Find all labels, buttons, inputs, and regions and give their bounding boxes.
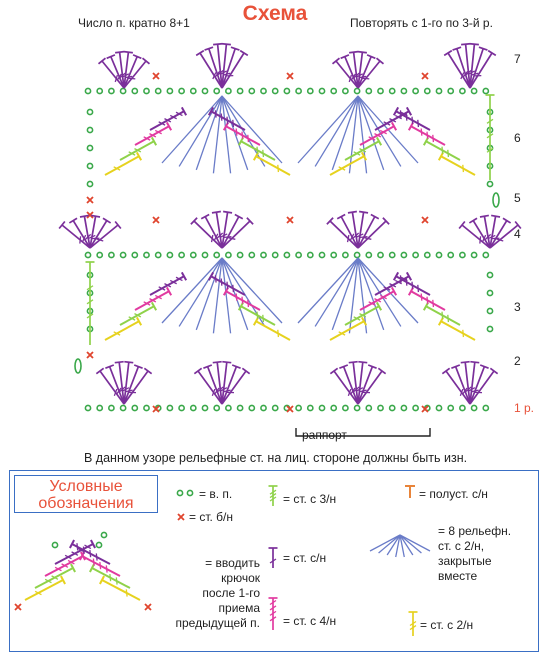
chain-stitch xyxy=(101,532,106,537)
dc-fan-top xyxy=(242,368,249,373)
legend-insert-stitch-bar xyxy=(100,562,101,569)
chain-stitch xyxy=(179,88,184,93)
legend-insert-stitch-bar xyxy=(126,589,127,596)
legend-insert-line-3: после 1-го xyxy=(202,586,260,600)
dc-fan-top xyxy=(222,44,231,45)
legend-insert-line-4: приема xyxy=(218,601,260,615)
legend-insert-line-5: предыдущей п. xyxy=(175,616,260,630)
legend-sc-label: = ст. б/н xyxy=(189,510,234,524)
chain-stitch xyxy=(249,88,254,93)
colored-stitch-bar xyxy=(278,330,279,337)
rapport-bracket xyxy=(296,428,430,436)
dc-fan-top xyxy=(442,368,449,373)
legend-dc-label: = ст. с/н xyxy=(283,551,327,565)
chain-stitch xyxy=(448,252,453,257)
chain-stitch xyxy=(87,181,92,186)
chain-stitch xyxy=(132,88,137,93)
chain-stitch xyxy=(87,163,92,168)
chain-stitch xyxy=(436,88,441,93)
colored-stitch-bar xyxy=(418,120,419,127)
chain-stitch xyxy=(355,252,360,257)
chain-stitch xyxy=(436,405,441,410)
row-number-3: 3 xyxy=(514,300,521,314)
colored-stitch-bar xyxy=(421,129,422,136)
chain-stitch xyxy=(472,88,477,93)
chain-stitch xyxy=(87,145,92,150)
dc-fan-bar xyxy=(360,390,367,392)
chain-stitch xyxy=(97,252,102,257)
legend-insert-stitch-bar xyxy=(77,543,78,550)
dc-fan-top xyxy=(124,362,133,363)
legend-cluster-line-3: закрытые xyxy=(438,554,492,568)
stitch-multiple-note: Число п. кратно 8+1 xyxy=(78,16,190,30)
colored-stitch-bar xyxy=(463,165,464,172)
diagram-title: Схема xyxy=(242,2,308,25)
chain-stitch xyxy=(132,252,137,257)
dc-fan-top xyxy=(222,362,231,363)
dc-fan-bar xyxy=(360,237,367,238)
chain-stitch xyxy=(191,88,196,93)
row-number-1: 1 р. xyxy=(514,401,535,415)
chain-stitch xyxy=(202,252,207,257)
colored-stitch-bar xyxy=(257,312,258,319)
colored-stitch-bar xyxy=(257,147,258,154)
single-crochet xyxy=(15,604,21,610)
chain-stitch xyxy=(144,252,149,257)
chain-stitch xyxy=(249,252,254,257)
dc-fan-top xyxy=(330,368,337,373)
row-number-6: 6 xyxy=(514,131,521,145)
colored-stitch-bar xyxy=(215,110,216,117)
dc-fan-top xyxy=(470,362,479,363)
chain-stitch xyxy=(483,405,488,410)
chain-stitch xyxy=(109,252,114,257)
legend-tr4-label: = ст. с 4/н xyxy=(283,614,337,628)
dc-fan-bar xyxy=(224,390,231,392)
chain-stitch xyxy=(331,405,336,410)
chain-stitch xyxy=(436,252,441,257)
chain-stitch xyxy=(273,88,278,93)
dc-fan-top xyxy=(69,218,77,223)
chain-stitch xyxy=(273,252,278,257)
colored-stitch-bar xyxy=(227,117,228,124)
dc-fan-top xyxy=(378,368,385,373)
colored-stitch-bar xyxy=(406,279,407,286)
chain-stitch xyxy=(202,88,207,93)
relief-cluster xyxy=(162,258,222,323)
dc-fan-top xyxy=(469,218,477,223)
chain-stitch xyxy=(52,542,57,547)
legend-insert-stitch-bar xyxy=(116,577,117,584)
chain-stitch xyxy=(308,88,313,93)
chain-stitch xyxy=(343,88,348,93)
colored-stitch-bar xyxy=(215,275,216,282)
colored-stitch-bar xyxy=(263,150,264,157)
colored-stitch-bar xyxy=(463,330,464,337)
chain-stitch xyxy=(425,88,430,93)
dc-fan-top xyxy=(115,362,124,363)
chain-stitch xyxy=(390,405,395,410)
relief-cluster xyxy=(298,96,358,163)
chain-stitch xyxy=(179,252,184,257)
dc-fan-top xyxy=(358,52,367,53)
dc-fan-top xyxy=(348,212,357,213)
relief-cluster xyxy=(298,258,358,323)
colored-stitch-bar xyxy=(221,279,222,286)
chain-stitch xyxy=(308,252,313,257)
colored-stitch-bar xyxy=(433,135,434,142)
colored-stitch-bar xyxy=(242,297,243,304)
dc-fan-top xyxy=(213,44,222,45)
chain-stitch xyxy=(378,252,383,257)
chain-stitch xyxy=(487,290,492,295)
dc-fan-top xyxy=(194,368,201,373)
chain-stitch xyxy=(366,405,371,410)
chain-stitch xyxy=(296,405,301,410)
chain-stitch xyxy=(226,405,231,410)
chain-stitch xyxy=(343,405,348,410)
chain-stitch xyxy=(121,252,126,257)
legend-cluster-line-2: ст. с 2/н, xyxy=(438,539,485,553)
chain-stitch xyxy=(238,405,243,410)
colored-stitch-bar xyxy=(242,132,243,139)
colored-stitch-bar xyxy=(406,114,407,121)
chain-stitch xyxy=(319,252,324,257)
colored-stitch-bar xyxy=(227,282,228,289)
dc-fan-bar xyxy=(362,78,369,79)
single-crochet xyxy=(153,217,159,223)
dc-fan-top xyxy=(212,212,221,213)
chain-stitch xyxy=(144,405,149,410)
chain-stitch xyxy=(273,405,278,410)
chain-stitch xyxy=(97,88,102,93)
chain-stitch xyxy=(284,252,289,257)
chain-stitch xyxy=(401,88,406,93)
dc-fan-top xyxy=(96,368,103,373)
dc-fan-bar xyxy=(128,78,135,79)
dc-fan-top xyxy=(359,212,368,213)
chain-stitch xyxy=(96,542,101,547)
colored-stitch-bar xyxy=(427,132,428,139)
chain-stitch xyxy=(121,405,126,410)
colored-stitch-bar xyxy=(442,147,443,154)
colored-stitch-bar xyxy=(248,135,249,142)
colored-stitch-bar xyxy=(233,120,234,127)
row-number-7: 7 xyxy=(514,52,521,66)
chain-stitch xyxy=(191,405,196,410)
dc-fan-bar xyxy=(80,236,81,243)
chain-stitch xyxy=(472,405,477,410)
chain-stitch xyxy=(249,405,254,410)
chain-stitch xyxy=(85,252,90,257)
chain-stitch xyxy=(390,252,395,257)
dc-fan-top xyxy=(470,44,479,45)
legend-cluster-line-1: = 8 рельефн. xyxy=(438,524,512,538)
chain-stitch xyxy=(144,88,149,93)
chain-stitch xyxy=(413,252,418,257)
dc-fan-bar xyxy=(224,237,231,238)
dc-fan-top xyxy=(488,51,496,56)
chain-stitch xyxy=(378,88,383,93)
chain-stitch xyxy=(261,405,266,410)
chain-stitch xyxy=(343,252,348,257)
chain-stitch xyxy=(401,252,406,257)
chain-stitch xyxy=(487,308,492,313)
single-crochet xyxy=(153,73,159,79)
dc-fan-top xyxy=(503,218,511,223)
chain-stitch xyxy=(238,252,243,257)
single-crochet xyxy=(287,217,293,223)
chain-stitch xyxy=(460,252,465,257)
chain-stitch xyxy=(296,88,301,93)
chain-stitch xyxy=(487,181,492,186)
chain-stitch xyxy=(202,405,207,410)
chain-stitch xyxy=(167,405,172,410)
turning-chain xyxy=(75,359,81,373)
legend-insert-line-2: крючок xyxy=(221,571,260,585)
chain-stitch xyxy=(355,405,360,410)
colored-stitch-bar xyxy=(221,114,222,121)
chain-stitch xyxy=(483,252,488,257)
legend-title-line-2: обозначения xyxy=(38,495,134,512)
legend-cluster-line-4: вместе xyxy=(438,569,478,583)
chain-stitch xyxy=(214,88,219,93)
legend-hdc-label: = полуст. с/н xyxy=(419,487,488,501)
chain-stitch xyxy=(425,252,430,257)
chain-stitch xyxy=(132,405,137,410)
chain-stitch xyxy=(284,88,289,93)
chain-stitch xyxy=(226,88,231,93)
colored-stitch-bar xyxy=(448,315,449,322)
chain-stitch xyxy=(366,88,371,93)
dc-fan-top xyxy=(461,44,470,45)
dc-fan-top xyxy=(196,51,204,56)
dc-fan-top xyxy=(103,218,111,223)
chain-stitch xyxy=(296,252,301,257)
legend-insert-stitch-bar xyxy=(83,547,84,554)
chain-stitch xyxy=(238,88,243,93)
chain-stitch xyxy=(109,88,114,93)
chain-stitch xyxy=(448,405,453,410)
single-crochet xyxy=(422,73,428,79)
colored-stitch-bar xyxy=(278,165,279,172)
chain-stitch xyxy=(390,88,395,93)
dc-fan-bar xyxy=(472,390,479,392)
dc-fan-bar xyxy=(348,235,349,242)
chain-stitch xyxy=(378,405,383,410)
turning-chain xyxy=(493,193,499,207)
chain-stitch xyxy=(214,405,219,410)
dc-fan-bar xyxy=(364,238,371,240)
row-number-4: 4 xyxy=(514,227,521,241)
dc-fan-top xyxy=(444,51,452,56)
legend-insert-stitch-bar xyxy=(90,550,91,557)
colored-stitch-bar xyxy=(442,312,443,319)
dc-fan-top xyxy=(124,52,133,53)
single-crochet xyxy=(287,73,293,79)
legend-insert-stitch-bar xyxy=(96,553,97,560)
chain-stitch xyxy=(177,490,182,495)
chain-stitch xyxy=(167,252,172,257)
colored-stitch-bar xyxy=(236,294,237,301)
colored-stitch-bar xyxy=(433,300,434,307)
colored-stitch-bar xyxy=(400,110,401,117)
dc-fan-top xyxy=(490,368,497,373)
single-crochet xyxy=(422,217,428,223)
chain-stitch xyxy=(413,88,418,93)
colored-stitch-bar xyxy=(418,285,419,292)
chain-stitch xyxy=(448,88,453,93)
dc-fan-bar xyxy=(212,235,213,242)
dc-fan-top xyxy=(223,212,232,213)
chain-stitch xyxy=(472,252,477,257)
single-crochet xyxy=(87,352,93,358)
single-crochet xyxy=(178,514,184,520)
chain-stitch xyxy=(460,405,465,410)
chain-stitch xyxy=(121,88,126,93)
chain-stitch xyxy=(401,405,406,410)
repeat-rows-note: Повторять с 1-го по 3-й р. xyxy=(350,16,493,30)
dc-fan-top xyxy=(213,362,222,363)
single-crochet xyxy=(87,197,93,203)
chain-stitch xyxy=(366,252,371,257)
chain-stitch xyxy=(187,490,192,495)
colored-stitch-bar xyxy=(400,275,401,282)
chain-stitch xyxy=(179,405,184,410)
chain-stitch xyxy=(308,405,313,410)
chain-stitch xyxy=(355,88,360,93)
chain-stitch xyxy=(156,88,161,93)
dc-fan-top xyxy=(144,368,151,373)
chain-stitch xyxy=(85,88,90,93)
colored-stitch-bar xyxy=(421,294,422,301)
legend-insert-stitch-bar xyxy=(106,565,107,572)
single-crochet xyxy=(145,604,151,610)
chain-stitch xyxy=(167,88,172,93)
chain-stitch xyxy=(483,88,488,93)
dc-fan-top xyxy=(349,362,358,363)
chain-stitch xyxy=(109,405,114,410)
legend-insert-stitch-bar xyxy=(110,574,111,581)
chain-stitch xyxy=(87,109,92,114)
dc-fan-top xyxy=(480,215,489,217)
colored-stitch-bar xyxy=(248,300,249,307)
legend-chain-label: = в. п. xyxy=(199,487,233,501)
chain-stitch xyxy=(487,326,492,331)
chain-stitch xyxy=(85,405,90,410)
chain-stitch xyxy=(261,252,266,257)
dc-fan-bar xyxy=(126,390,133,392)
colored-stitch-bar xyxy=(427,297,428,304)
legend-title-line-1: Условные xyxy=(49,478,123,495)
dc-fan-bar xyxy=(228,238,235,240)
dc-fan-top xyxy=(491,215,500,217)
chain-stitch xyxy=(214,252,219,257)
colored-stitch-bar xyxy=(412,282,413,289)
chain-stitch xyxy=(413,405,418,410)
chain-stitch xyxy=(460,88,465,93)
chain-stitch xyxy=(226,252,231,257)
colored-stitch-bar xyxy=(236,129,237,136)
chain-stitch xyxy=(331,252,336,257)
diagram-caption: В данном узоре рельефные ст. на лиц. стороне должны быть изн. xyxy=(84,451,468,465)
legend-insert-line-1: = вводить xyxy=(205,556,260,570)
rapport-label: раппорт xyxy=(302,428,347,442)
colored-stitch-bar xyxy=(448,150,449,157)
legend-tr2-label: = ст. с 2/н xyxy=(420,618,474,632)
chain-stitch xyxy=(191,252,196,257)
chain-stitch xyxy=(156,252,161,257)
colored-stitch-bar xyxy=(412,117,413,124)
chain-stitch xyxy=(487,272,492,277)
chain-stitch xyxy=(261,88,266,93)
dc-fan-top xyxy=(115,52,124,53)
chain-stitch xyxy=(319,88,324,93)
colored-stitch-bar xyxy=(263,315,264,322)
chain-stitch xyxy=(97,405,102,410)
legend-tr3-label: = ст. с 3/н xyxy=(283,492,337,506)
legend-insert-stitch-bar xyxy=(93,559,94,566)
chain-stitch xyxy=(87,127,92,132)
dc-fan-top xyxy=(461,362,470,363)
dc-fan-top xyxy=(358,362,367,363)
chain-stitch xyxy=(331,88,336,93)
colored-stitch-bar xyxy=(233,285,234,292)
chain-stitch xyxy=(319,405,324,410)
dc-fan-top xyxy=(240,51,248,56)
dc-fan-top xyxy=(349,52,358,53)
row-number-2: 2 xyxy=(514,354,521,368)
row-number-5: 5 xyxy=(514,191,521,205)
dc-fan-bar xyxy=(480,236,481,243)
